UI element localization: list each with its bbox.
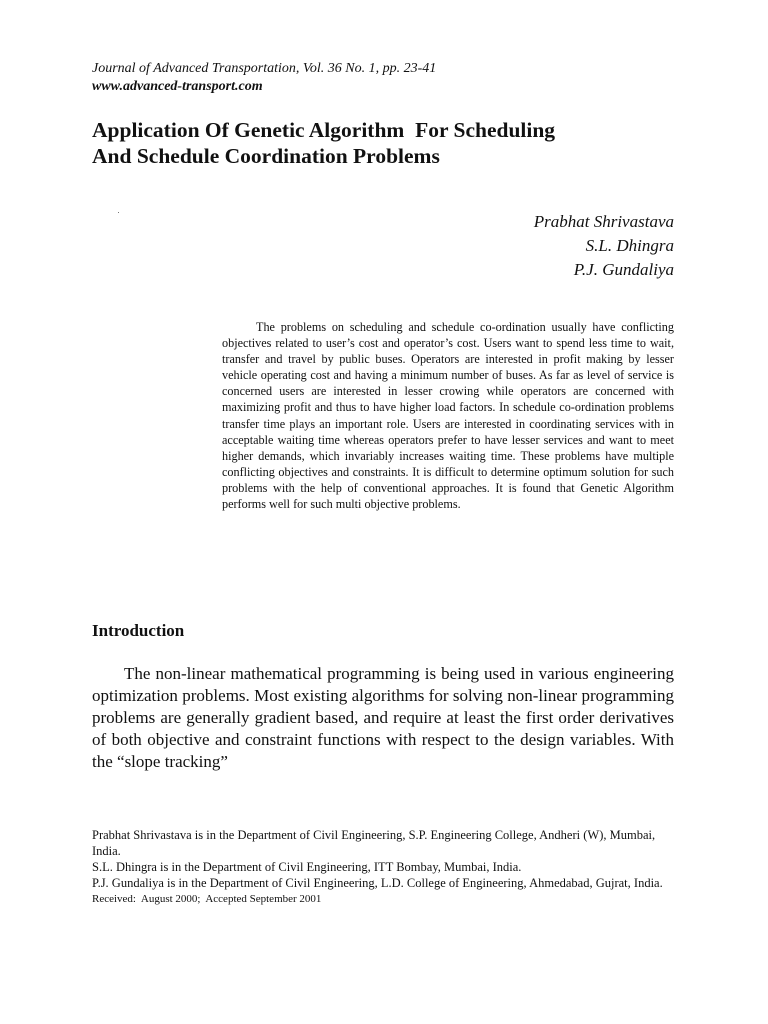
abstract-paragraph: The problems on scheduling and schedule co-ordination usually have conflicting objectives related to user’s cost and operator’s cost. Users want to spend less time to wait, transfer and travel by public buses. Operators are interested in profit making by lesser vehicle operating cost and having a minimum number of buses. As far as level of service is concerned users are interested in lesser crowing while operators are concerned with maximizing profit and thus to have higher load factors. In schedule co-ordination problems transfer time plays an important role. Users are interested in coordinating services with in acceptable waiting time whereas operators prefer to have lesser services and want to meet higher demands, which invariably increases waiting time. These problems have multiple conflicting objectives and constraints. It is difficult to determine optimum solution for such problems with the help of conventional approaches. It is found that Genetic Algorithm performs well for such multi objective problems. [222, 320, 674, 512]
paper-title [92, 117, 692, 169]
author-name: P.J. Gundaliya [573, 260, 674, 279]
footnote-item: P.J. Gundaliya is in the Department of Civil Engineering, L.D. College of Engineering, Ahmedabad, Gujrat, India. [92, 876, 663, 890]
scan-speck [118, 212, 119, 213]
footnote-item: Prabhat Shrivastava is in the Department of Civil Engineering, S.P. Engineering College, Andheri (W), Mumbai, India. [92, 828, 656, 858]
journal-url[interactable]: www.advanced-transport.com [92, 79, 263, 94]
introduction-paragraph: The non-linear mathematical programming is being used in various engineering optimization problems. Most existing algorithms for solving non-linear programming problems are generally gradient based, and require at least the first order derivatives of both objective and constraint functions with respect to the design variables. With the “slope tracking” [92, 664, 674, 771]
title-line-2: And Schedule Coordination Problems [92, 144, 440, 168]
author-name: S.L. Dhingra [585, 236, 674, 255]
title-line-1: Application Of Genetic Algorithm For Scheduling [92, 118, 556, 142]
author-list [534, 210, 674, 282]
received-dates: Received: August 2000; Accepted September 2001 [92, 893, 322, 905]
section-heading-introduction: Introduction [92, 621, 185, 640]
author-footnotes [92, 827, 676, 907]
footnote-item: S.L. Dhingra is in the Department of Civil Engineering, ITT Bombay, Mumbai, India. [92, 860, 522, 874]
author-name: Prabhat Shrivastava [533, 212, 674, 231]
journal-citation: Journal of Advanced Transportation, Vol. 36 No. 1, pp. 23-41 [92, 61, 437, 76]
